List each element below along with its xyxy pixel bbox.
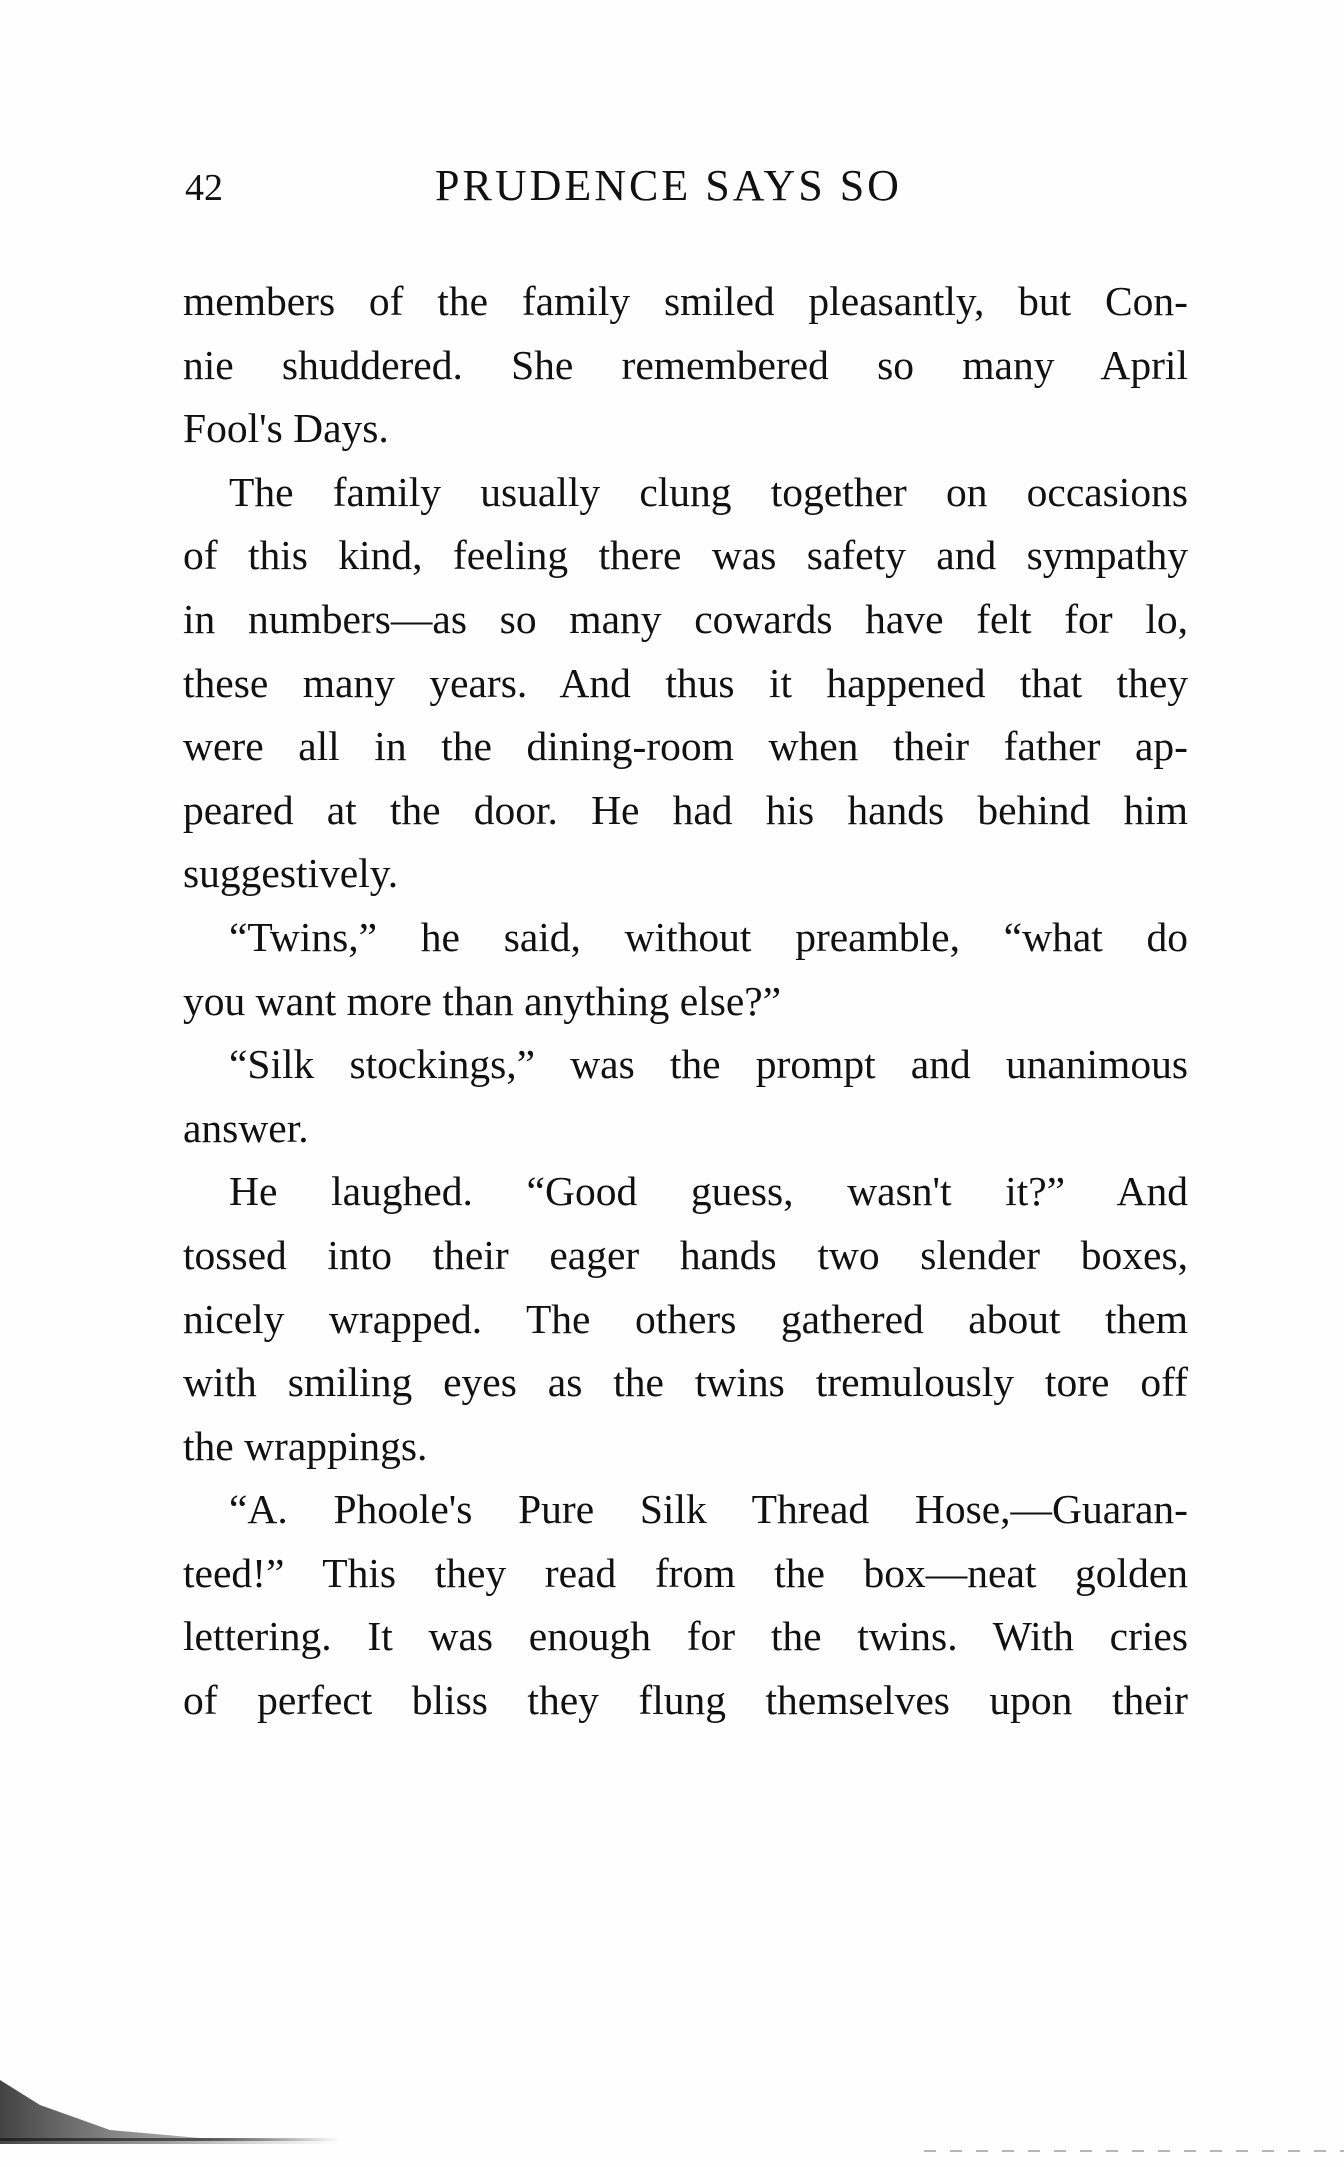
text-line: teed!” This they read from the box—neat golden: [183, 1549, 1188, 1596]
paragraph: [183, 906, 1188, 1033]
paragraph: [183, 1033, 1188, 1160]
text-line: of perfect bliss they flung themselves upon their: [183, 1677, 1188, 1724]
text-line: The family usually clung together on occasions: [229, 468, 1188, 515]
text-line: nicely wrapped. The others gathered about them: [183, 1295, 1188, 1342]
text-line: nie shuddered. She remembered so many April: [183, 341, 1188, 388]
text-line: suggestively.: [183, 850, 399, 897]
paragraph: [183, 1160, 1188, 1478]
page-number: 42: [185, 167, 223, 209]
text-line: “Silk stockings,” was the prompt and unanimous: [229, 1041, 1188, 1088]
paragraph: [183, 1478, 1188, 1732]
paragraph: [183, 461, 1188, 906]
paragraph: [183, 270, 1188, 461]
text-line: answer.: [183, 1104, 309, 1151]
text-line: lettering. It was enough for the twins. With cries: [183, 1613, 1188, 1660]
text-line: “Twins,” he said, without preamble, “what do: [229, 913, 1188, 960]
page-header: [185, 160, 1190, 220]
text-line: in numbers—as so many cowards have felt for lo,: [183, 595, 1188, 642]
body-text: [183, 270, 1188, 1733]
text-line: with smiling eyes as the twins tremulously tore off: [183, 1359, 1188, 1406]
text-line: tossed into their eager hands two slender boxes,: [183, 1231, 1188, 1278]
text-line: were all in the dining-room when their father ap-: [183, 723, 1188, 770]
text-line: of this kind, feeling there was safety and sympathy: [183, 532, 1188, 579]
scan-dotted-edge: [924, 2150, 1344, 2152]
text-line: peared at the door. He had his hands behind him: [183, 786, 1188, 833]
text-line: He laughed. “Good guess, wasn't it?” And: [229, 1168, 1188, 1215]
scan-bottom-rule: [0, 2138, 340, 2141]
text-line: members of the family smiled pleasantly, but Con-: [183, 278, 1188, 324]
text-line: you want more than anything else?”: [183, 977, 782, 1024]
text-line: “A. Phoole's Pure Silk Thread Hose,—Guaran-: [229, 1486, 1188, 1533]
text-line: Fool's Days.: [183, 405, 389, 452]
text-line: these many years. And thus it happened that they: [183, 659, 1188, 706]
text-line: the wrappings.: [183, 1422, 428, 1469]
running-title: PRUDENCE SAYS SO: [435, 161, 902, 210]
scan-edge-shadow: [0, 2060, 340, 2150]
